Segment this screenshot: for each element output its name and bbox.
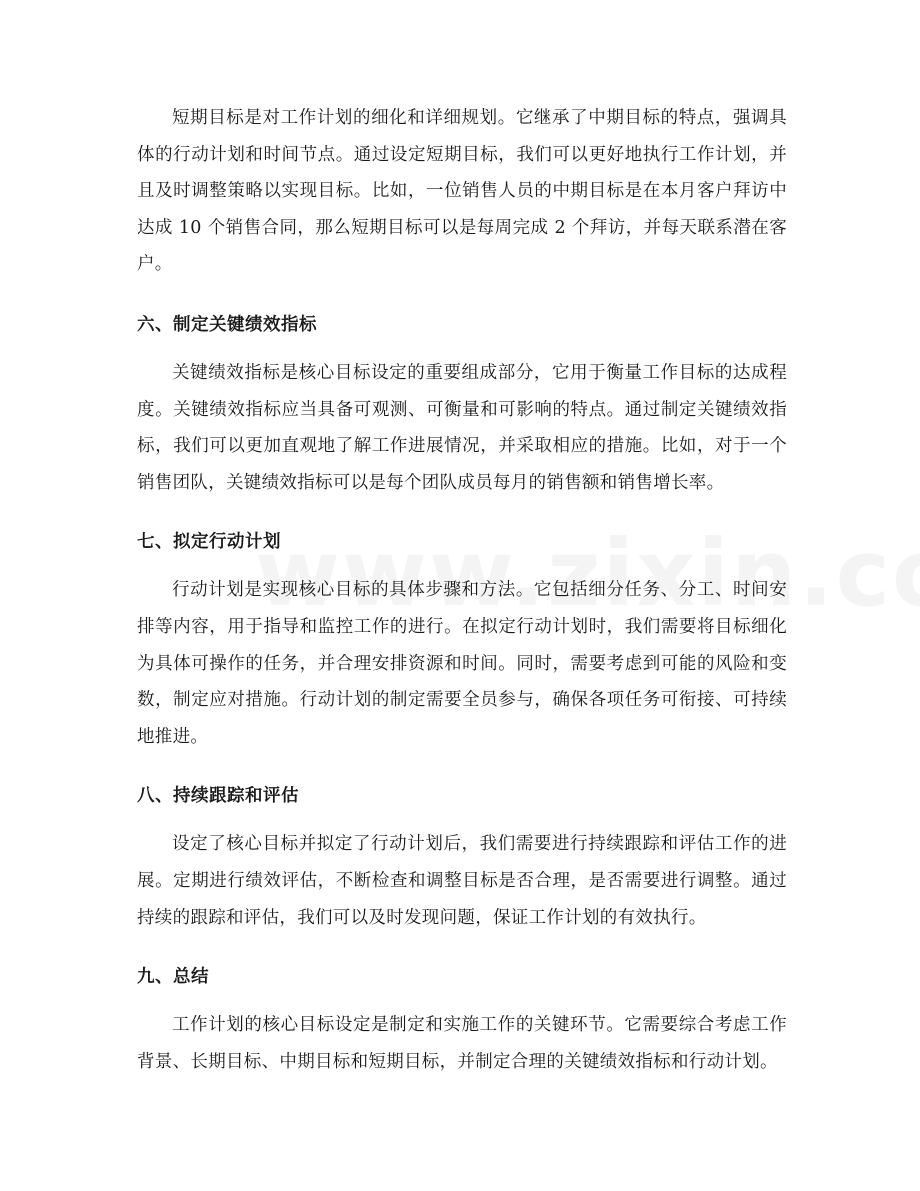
section-6-paragraph: 关键绩效指标是核心目标设定的重要组成部分，它用于衡量工作目标的达成程度。关键绩效指标应当具备可观测、可衡量和可影响的特点。通过制定关键绩效指标，我们可以更加直观地了解工作进展情况，并采取相应的措施。比如，对于一个销售团队，关键绩效指标可以是每个团队成员每月的销售额和销售增长率。 (137, 362, 787, 493)
section-6-heading: 六、制定关键绩效指标 (137, 314, 317, 335)
section-7-heading: 七、拟定行动计划 (137, 532, 281, 553)
document-body (137, 100, 787, 1080)
intro-paragraph: 短期目标是对工作计划的细化和详细规划。它继承了中期目标的特点，强调具体的行动计划和时间节点。通过设定短期目标，我们可以更好地执行工作计划，并且及时调整策略以实现目标。比如，一位销售人员的中期目标是在本月客户拜访中达成 10 个销售合同，那么短期目标可以是每周完成 2 个拜访，并每天联系潜在客户。 (137, 108, 787, 275)
section-8-heading: 八、持续跟踪和评估 (137, 786, 299, 807)
section-7-paragraph: 行动计划是实现核心目标的具体步骤和方法。它包括细分任务、分工、时间安排等内容，用于指导和监控工作的进行。在拟定行动计划时，我们需要将目标细化为具体可操作的任务，并合理安排资源和时间。同时，需要考虑到可能的风险和变数，制定应对措施。行动计划的制定需要全员参与，确保各项任务可衔接、可持续地推进。 (137, 580, 787, 747)
section-8-paragraph: 设定了核心目标并拟定了行动计划后，我们需要进行持续跟踪和评估工作的进展。定期进行绩效评估，不断检查和调整目标是否合理，是否需要进行调整。通过持续的跟踪和评估，我们可以及时发现问题，保证工作计划的有效执行。 (137, 834, 787, 928)
section-9-heading: 九、总结 (137, 967, 209, 988)
section-9-paragraph: 工作计划的核心目标设定是制定和实施工作的关键环节。它需要综合考虑工作背景、长期目标、中期目标和短期目标，并制定合理的关键绩效指标和行动计划。 (137, 1015, 787, 1072)
